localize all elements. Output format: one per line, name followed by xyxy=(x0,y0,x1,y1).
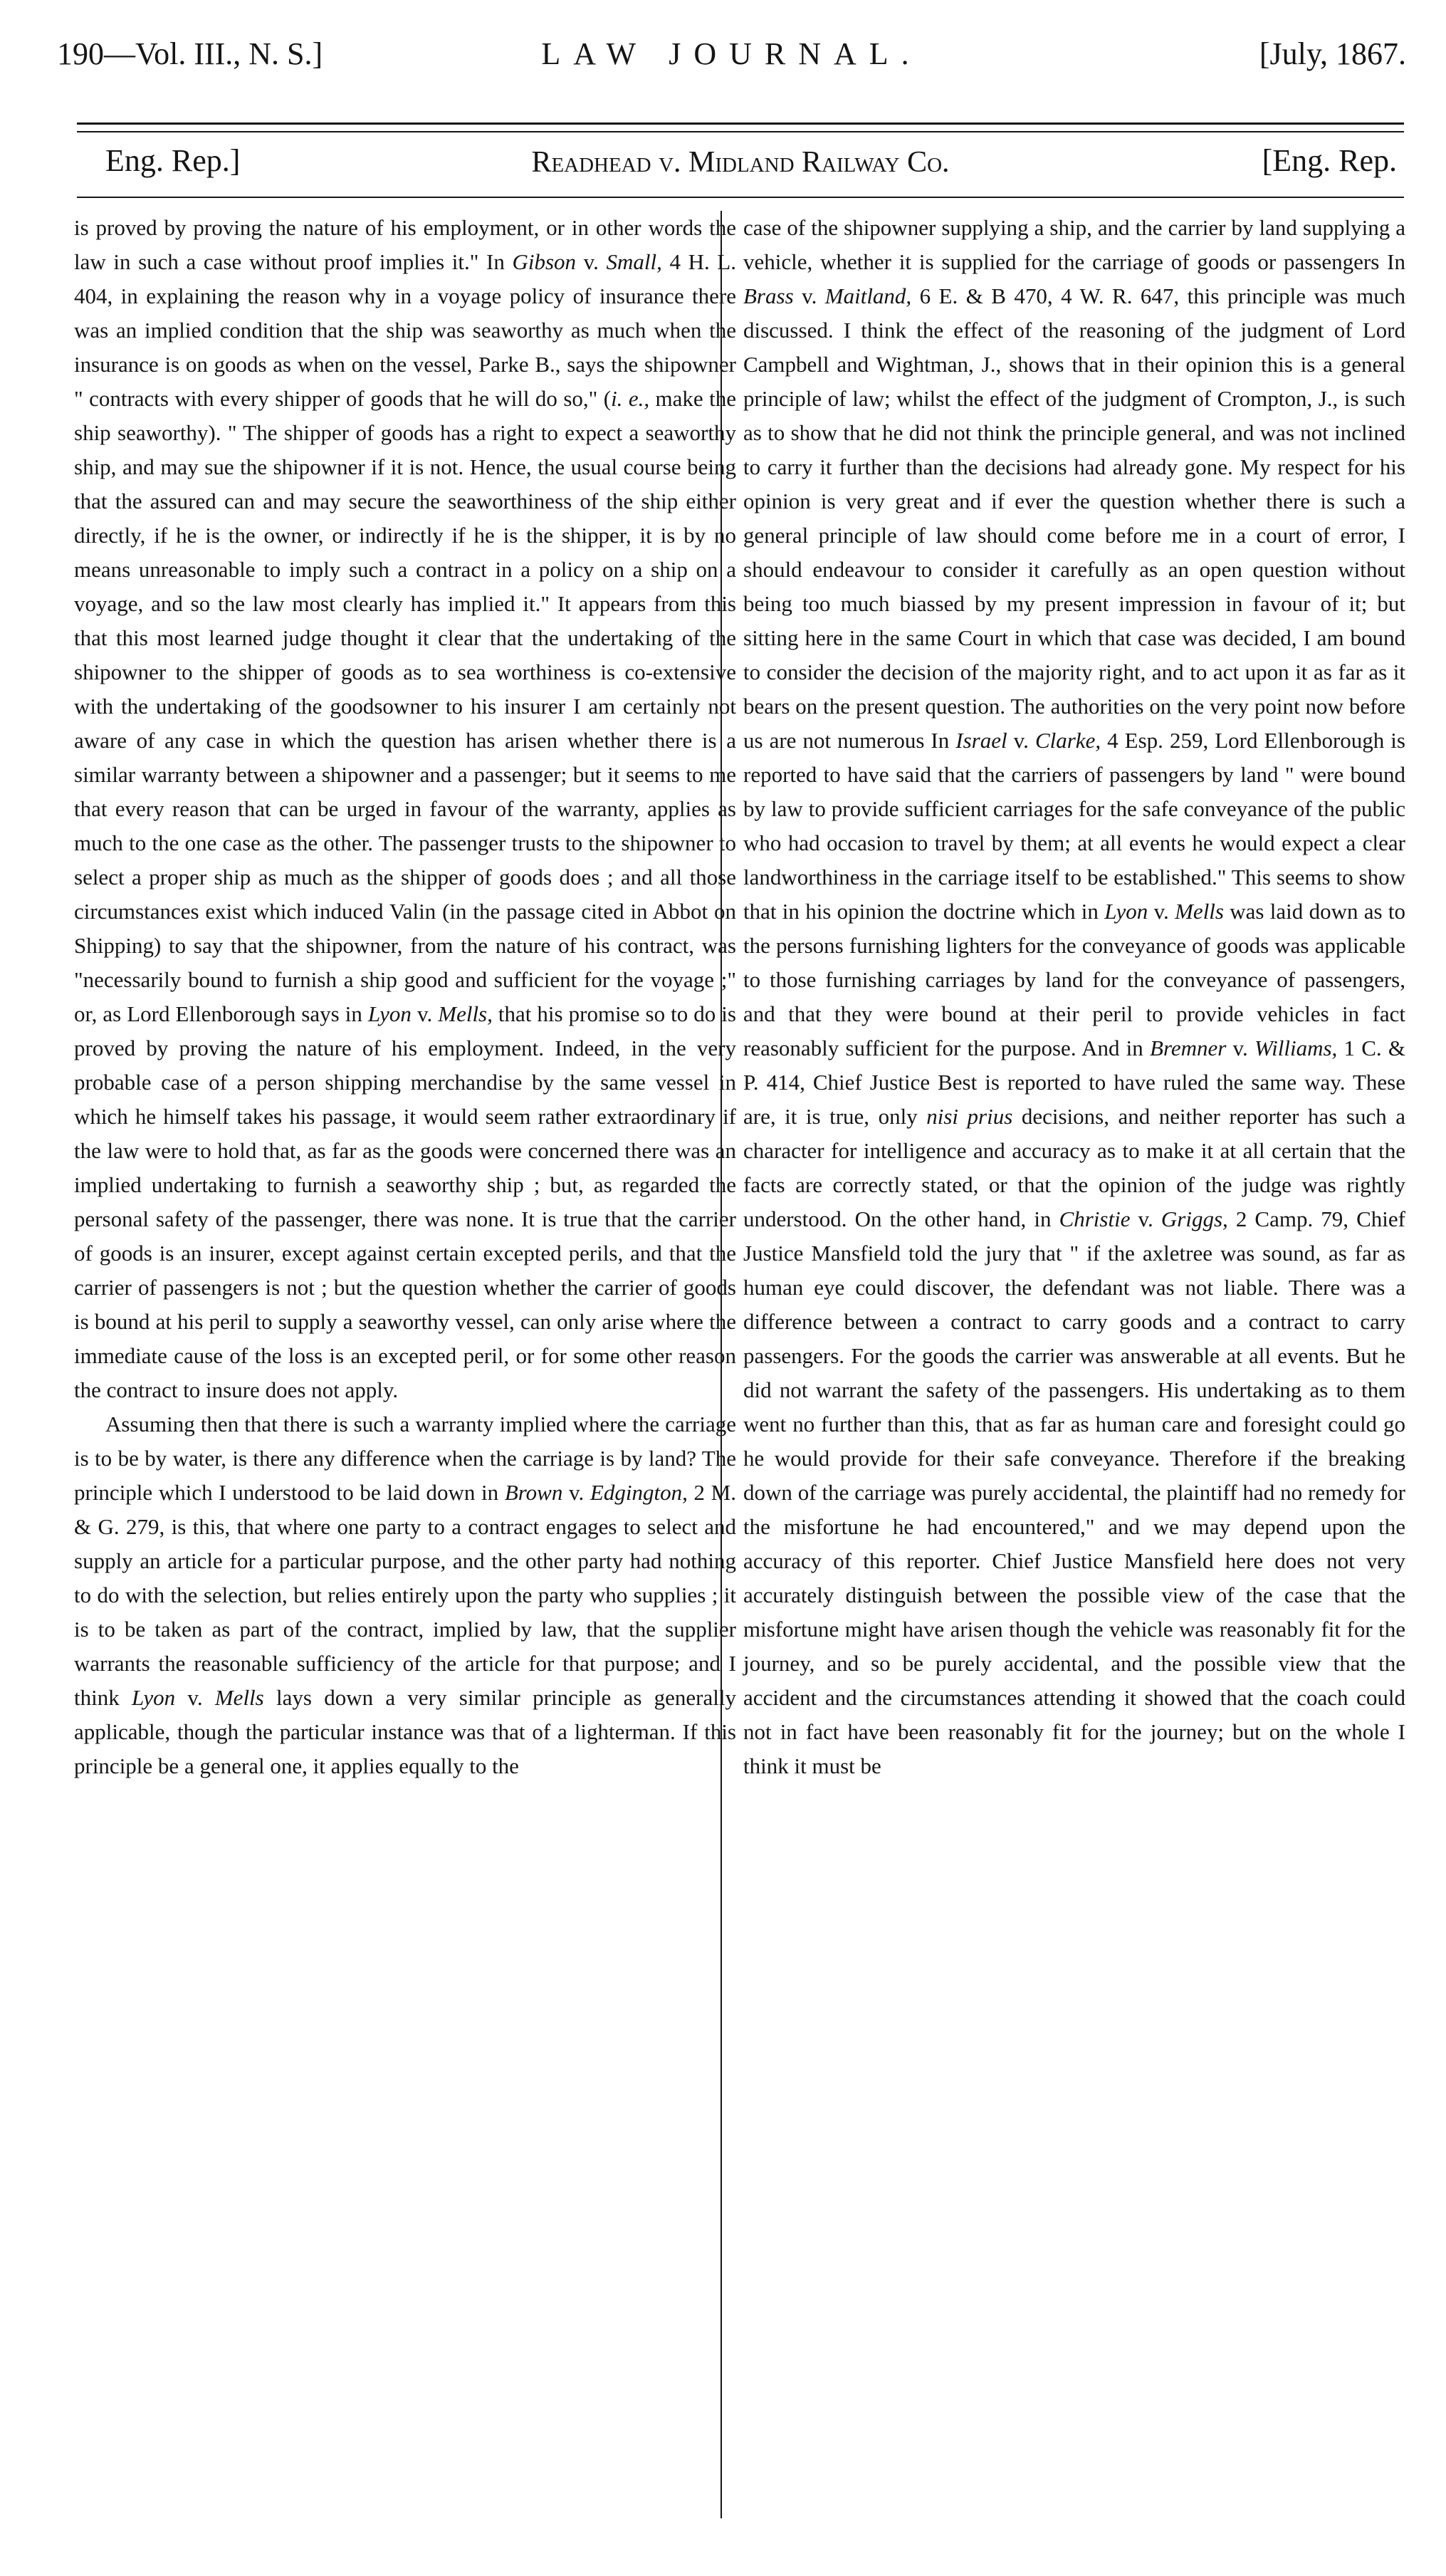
text-run: was laid down as to the persons furnishing lighters for the conveyance of goods was applicable to those furnishing carriages by land for the conveyance of passengers, and that they were bound at their peril to provide vehicles in fact reasonably sufficient for the purpose. And in xyxy=(743,899,1405,1060)
italic-citation: Lyon xyxy=(132,1685,176,1710)
italic-citation: Israel xyxy=(955,728,1007,753)
italic-citation: Williams, xyxy=(1254,1036,1338,1060)
italic-citation: Maitland, xyxy=(824,283,912,308)
section-head xyxy=(77,142,1404,185)
italic-citation: Mells xyxy=(214,1685,264,1710)
text-run: v. xyxy=(1007,728,1035,753)
text-run: make the ship seaworthy). " The shipper of goods has a right to expect a seaworthy ship, and may sue the shipowner if it is not. Hence, the usual course being that the assured can and may secure the seaworthiness of the ship either directly, if he is the owner, or indirectly if he is the shipper, it is by no means unreasonable to imply such a contract in a policy on a ship on a voyage, and so the law most clearly has implied it." It appears from this that this most learned judge thought it clear that the undertaking of the shipowner to the shipper of goods as to sea worthiness is co-extensive with the undertaking of the goodsowner to his insurer I am certainly not aware of any case in which the question has arisen whether there is a similar warranty between a shipowner and a passenger; but it seems to me that every reason that can be urged in favour of the warranty, applies as much to the one case as the other. The passenger trusts to the shipowner to select a proper ship as much as the shipper of goods does ; and all those circumstances exist which induced Valin (in the passage cited in Abbot on Shipping) to say that the shipowner, from the nature of his contract, was "necessarily bound to furnish a ship good and sufficient for the voyage ;" or, as Lord Ellenborough says in xyxy=(74,386,736,1026)
text-run: 1 C. & P. 414, Chief Justice Best is reported to have ruled the same way. These are, it is true, only xyxy=(743,1036,1405,1129)
column-divider xyxy=(721,211,722,2518)
italic-citation: Griggs, xyxy=(1161,1206,1228,1231)
header-rule-bottom xyxy=(77,131,1404,132)
paragraph xyxy=(74,1407,736,1783)
issue-date: [July, 1867. xyxy=(1259,36,1406,71)
running-head xyxy=(57,36,1406,78)
report-series-right: [Eng. Rep. xyxy=(1262,143,1397,178)
case-title: Readhead v. Midland Railway Co. xyxy=(531,146,950,179)
text-run: that his promise so to do is proved by proving the nature of his employment. Indeed, in the very probable case of a person shipping merchandise by the same vessel in which he himself takes his passage, it would seem rather extraordinary if the law were to hold that, as far as the goods were concerned there was an implied undertaking to furnish a seaworthy ship ; but, as regarded the personal safety of the passenger, there was none. It is true that the carrier of goods is an insurer, except against certain excepted perils, and that the carrier of passengers is not ; but the question whether the carrier of goods is bound at his peril to supply a seaworthy vessel, can only arise where the immediate cause of the loss is an excepted peril, or for some other reason the contract to insure does not apply. xyxy=(74,1001,736,1402)
header-rule-top xyxy=(77,122,1404,125)
text-run: v. xyxy=(175,1685,215,1710)
section-head-rule xyxy=(77,197,1404,198)
italic-citation: Gibson xyxy=(512,249,577,274)
italic-citation: Small, xyxy=(606,249,662,274)
italic-citation: Lyon xyxy=(1104,899,1148,924)
text-run: 4 Esp. 259, Lord Ellenborough is reported to have said that the carriers of passengers by land " were bound by law to provide sufficient carriages for the safe conveyance of the public who had occasion to travel by them; at all events he would expect a clear landworthiness in the carriage itself to be established." This seems to show that in his opinion the doctrine which in xyxy=(743,728,1405,924)
text-run: Assuming then that there is such a warranty implied where the carriage is to be by water, is there any difference when the carriage is by land? The principle which I understood to be laid down in xyxy=(74,1412,736,1505)
italic-citation: Lyon xyxy=(367,1001,412,1026)
text-run: v. xyxy=(411,1001,439,1026)
italic-citation: Clarke, xyxy=(1034,728,1101,753)
text-run: 6 E. & B 470, 4 W. R. 647, this principle was much discussed. I think the effect of the reasoning of the judgment of Lord Campbell and Wightman, J., shows that in their opinion this is a general principle of law; whilst the effect of the judgment of Crompton, J., is such as to show that he did not think the principle general, and was not inclined to carry it further than the decisions had already gone. My respect for his opinion is very great and if ever the question whether there is such a general principle of law should come before me in a court of error, I should endeavour to consider it carefully as an open question without being too much biassed by my present impression in favour of it; but sitting here in the same Court in which that case was decided, I am bound to consider the decision of the majority right, and to act upon it as far as it bears on the present question. The authorities on the very point now before us are not numerous In xyxy=(743,283,1405,753)
italic-citation: Christie xyxy=(1059,1206,1131,1231)
italic-citation: Brown xyxy=(504,1480,563,1505)
journal-title: LAW JOURNAL. xyxy=(541,36,922,71)
paragraph xyxy=(743,211,1405,1783)
report-series-left: Eng. Rep.] xyxy=(105,143,241,178)
text-run: 4 H. L. 404, in explaining the reason why in a voyage policy of insurance there was an implied condition that the ship was seaworthy as much when the insurance is on goods as when on the vessel, Parke B., says the shipowner " contracts with every shipper of goods that he will do so," ( xyxy=(74,249,736,411)
text-run: v. xyxy=(793,283,825,308)
italic-citation: Mells, xyxy=(438,1001,493,1026)
text-run: v. xyxy=(1130,1206,1161,1231)
text-run: case of the shipowner supplying a ship, and the carrier by land supplying a vehicle, whether it is supplied for the carriage of goods or passengers In xyxy=(743,215,1405,274)
text-run: v. xyxy=(576,249,607,274)
text-run: v. xyxy=(562,1480,590,1505)
text-run: 2 M. & G. 279, is this, that where one party to a contract engages to select and supply an article for a particular purpose, and the other party had nothing to do with the selection, but relies entirely upon the party who supplies ; it is to be taken as part of the contract, implied by law, that the supplier warrants the reasonable sufficiency of the article for that purpose; and I think xyxy=(74,1480,736,1710)
italic-citation: i. e., xyxy=(611,386,650,411)
text-run: v. xyxy=(1148,899,1175,924)
page-number-volume: 190—Vol. III., N. S.] xyxy=(57,36,323,71)
text-run: decisions, and neither reporter has such a character for intelligence and accuracy as to make it at all certain that the facts are correctly stated, or that the opinion of the judge was rightly understood. On the other hand, in xyxy=(743,1104,1406,1231)
text-run: lays down a very similar principle as generally applicable, though the particular instance was that of a lighterman. If this principle be a general one, it applies equally to the xyxy=(74,1685,736,1778)
right-column xyxy=(743,211,1405,1783)
italic-citation: Bremner xyxy=(1150,1036,1227,1060)
italic-citation: Brass xyxy=(743,283,794,308)
text-run: is proved by proving the nature of his employment, or in other words the law in such a case without proof implies it." In xyxy=(74,215,736,274)
italic-citation: Edgington, xyxy=(590,1480,688,1505)
left-column xyxy=(74,211,736,1783)
paragraph xyxy=(74,211,736,1407)
italic-citation: Mells xyxy=(1175,899,1224,924)
italic-citation: nisi prius xyxy=(926,1104,1013,1129)
text-run: 2 Camp. 79, Chief Justice Mansfield told the jury that " if the axletree was sound, as far as human eye could discover, the defendant was not liable. There was a difference between a contract to carry goods and a contract to carry passengers. For the goods the carrier was answerable at all events. But he did not warrant the safety of the passengers. His undertaking as to them went no further than this, that as far as human care and foresight could go he would provide for their safe conveyance. Therefore if the breaking down of the carriage was purely accidental, the plaintiff had no remedy for the misfortune he had encountered," and we may depend upon the accuracy of this reporter. Chief Justice Mansfield here does not very accurately distinguish between the possible view of the case that the misfortune might have arisen though the vehicle was reasonably fit for the journey, and so be purely accidental, and the possible view that the accident and the circumstances attending it showed that the coach could not in fact have been reasonably fit for the journey; but on the whole I think it must be xyxy=(743,1206,1405,1778)
text-run: v. xyxy=(1226,1036,1255,1060)
